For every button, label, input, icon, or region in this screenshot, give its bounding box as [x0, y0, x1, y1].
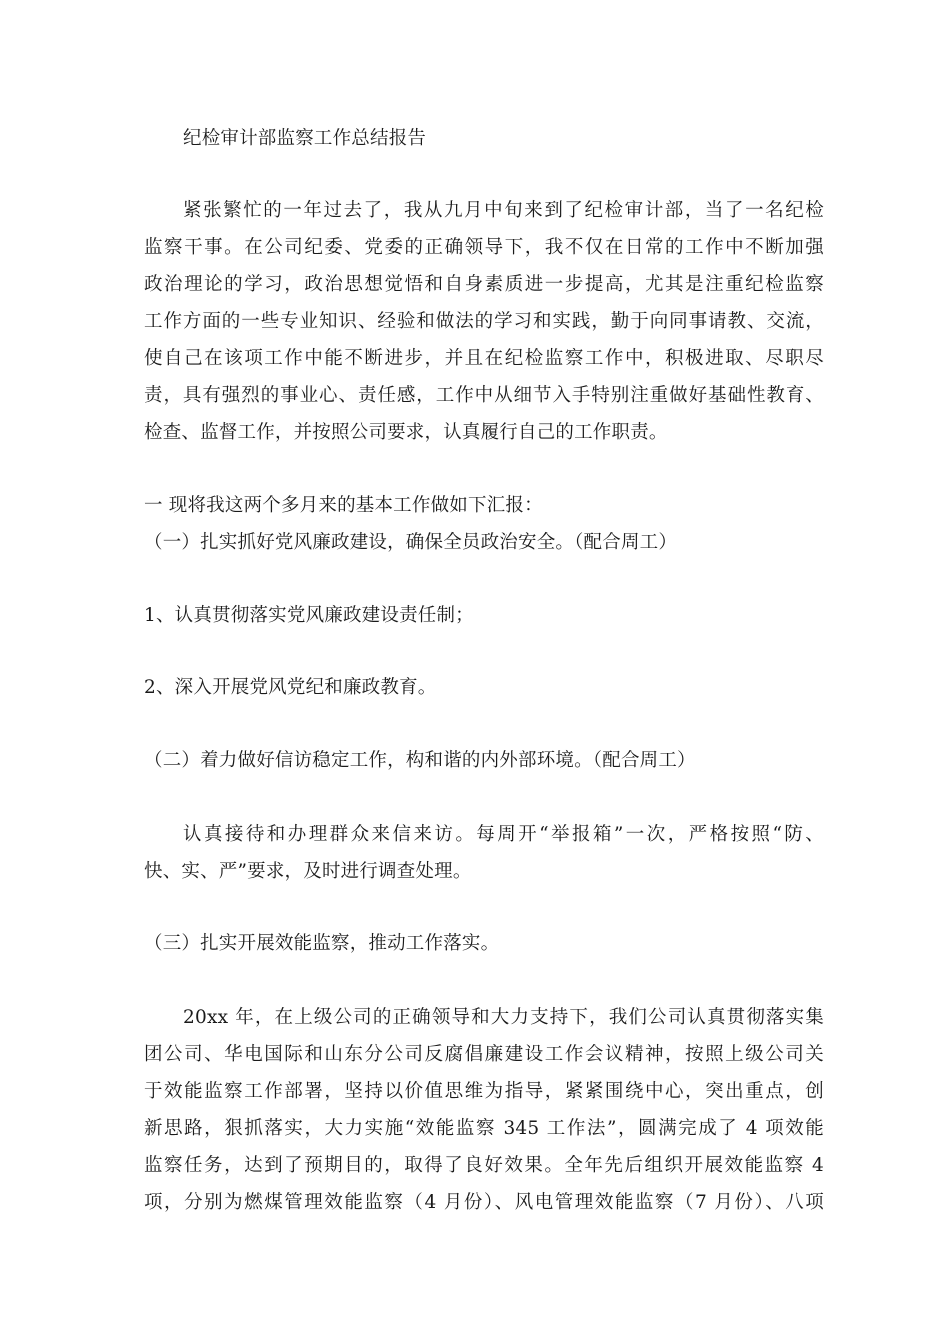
paragraph-line: 紧张繁忙的一年过去了，我从九月中旬来到了纪检审计部，当了一名纪检 — [183, 200, 824, 221]
paragraph-line: 团公司、华电国际和山东分公司反腐倡廉建设工作会议精神，按照上级公司关 — [144, 1044, 824, 1065]
paragraph-line: 监察干事。在公司纪委、党委的正确领导下，我不仅在日常的工作中不断加强 — [144, 237, 824, 258]
paragraph-line: 检查、监督工作，并按照公司要求，认真履行自己的工作职责。 — [144, 422, 668, 443]
subsection-heading: （二）着力做好信访稳定工作，构和谐的内外部环境。（配合周工） — [144, 750, 696, 771]
list-item: 2、深入开展党风党纪和廉政教育。 — [144, 677, 437, 698]
document-title: 纪检审计部监察工作总结报告 — [183, 128, 427, 149]
section-heading: 一 现将我这两个多月来的基本工作做如下汇报： — [144, 495, 543, 516]
paragraph-line: 使自己在该项工作中能不断进步，并且在纪检监察工作中，积极进取、尽职尽 — [144, 348, 824, 369]
list-item: 1、认真贯彻落实党风廉政建设责任制； — [144, 605, 474, 626]
paragraph-line: 20xx 年，在上级公司的正确领导和大力支持下，我们公司认真贯彻落实集 — [183, 1007, 824, 1028]
paragraph-line: 工作方面的一些专业知识、经验和做法的学习和实践，勤于向同事请教、交流， — [144, 311, 824, 332]
paragraph-line: 认真接待和办理群众来信来访。每周开“举报箱”一次，严格按照“防、 — [183, 824, 824, 845]
paragraph-line: 新思路，狠抓落实，大力实施“效能监察 345 工作法”，圆满完成了 4 项效能 — [144, 1118, 824, 1139]
paragraph-line: 责，具有强烈的事业心、责任感，工作中从细节入手特别注重做好基础性教育、 — [144, 385, 824, 406]
subsection-heading: （三）扎实开展效能监察，推动工作落实。 — [144, 933, 500, 954]
paragraph-line: 项，分别为燃煤管理效能监察（4 月份）、风电管理效能监察（7 月份）、八项 — [144, 1192, 824, 1213]
paragraph-line: 监察任务，达到了预期目的，取得了良好效果。全年先后组织开展效能监察 4 — [144, 1155, 824, 1176]
paragraph-line: 政治理论的学习，政治思想觉悟和自身素质进一步提高，尤其是注重纪检监察 — [144, 274, 824, 295]
paragraph-line: 于效能监察工作部署，坚持以价值思维为指导，紧紧围绕中心，突出重点，创 — [144, 1081, 824, 1102]
paragraph-line: 快、实、严”要求，及时进行调查处理。 — [144, 861, 472, 882]
subsection-heading: （一）扎实抓好党风廉政建设，确保全员政治安全。（配合周工） — [144, 532, 678, 553]
